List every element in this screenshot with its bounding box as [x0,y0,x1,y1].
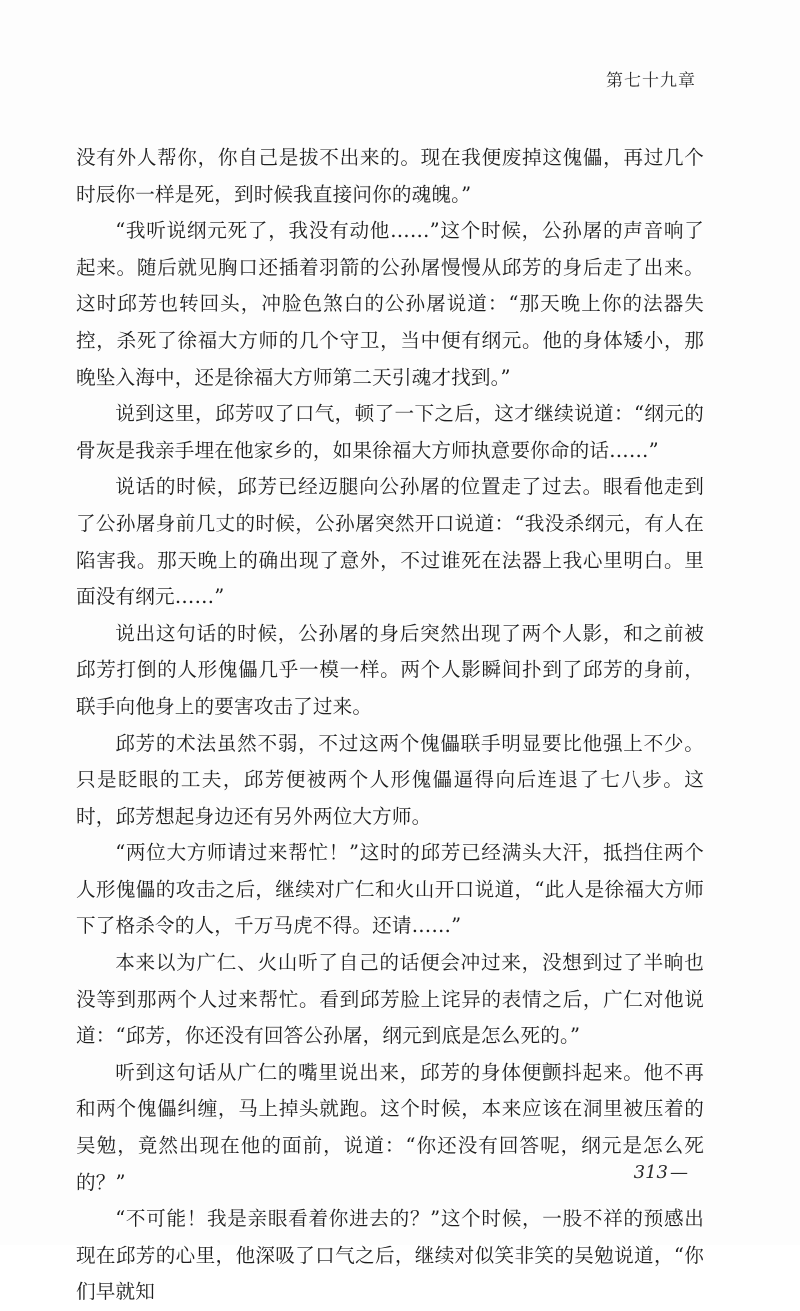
paragraph: “不可能！我是亲眼看着你进去的？”这个时候，一股不祥的预感出现在邱芳的心里，他深吸了口气之后，继续对似笑非笑的吴勉说道，“你们早就知 [76,1207,704,1304]
body-text [76,140,704,1311]
paragraph: 说到这里，邱芳叹了口气，顿了一下之后，这才继续说道：“纲元的骨灰是我亲手埋在他家乡的，如果徐福大方师执意要你命的话……” [76,402,704,462]
page-footer [634,1162,688,1183]
paragraph: “我听说纲元死了，我没有动他……”这个时候，公孙屠的声音响了起来。随后就见胸口还插着羽箭的公孙屠慢慢从邱芳的身后走了出来。这时邱芳也转回头，冲脸色煞白的公孙屠说道：“那天晚上你的法器失控，杀死了徐福大方师的几个守卫，当中便有纲元。他的身体矮小，那晚坠入海中，还是徐福大方师第二天引魂才找到。” [76,219,704,389]
chapter-heading: 第七十九章 [606,71,696,91]
paragraph: 说出这句话的时候，公孙屠的身后突然出现了两个人影，和之前被邱芳打倒的人形傀儡几乎一模一样。两个人影瞬间扑到了邱芳的身前，联手向他身上的要害攻击了过来。 [76,621,704,718]
paragraph: “两位大方师请过来帮忙！”这时的邱芳已经满头大汗，抵挡住两个人形傀儡的攻击之后，继续对广仁和火山开口说道，“此人是徐福大方师下了格杀令的人，千万马虎不得。还请……” [76,841,704,938]
paragraph: 说话的时候，邱芳已经迈腿向公孙屠的位置走了过去。眼看他走到了公孙屠身前几丈的时候，公孙屠突然开口说道：“我没杀纲元，有人在陷害我。那天晚上的确出现了意外，不过谁死在法器上我心里明白。里面没有纲元……” [76,475,704,609]
page-number: 313 [633,1162,668,1183]
paragraph: 听到这句话从广仁的嘴里说出来，邱芳的身体便颤抖起来。他不再和两个傀儡纠缠，马上掉头就跑。这个时候，本来应该在洞里被压着的吴勉，竟然出现在他的面前，说道：“你还没有回答呢，纲元是怎么死的？” [76,1060,704,1194]
page-number-dash: — [670,1162,688,1183]
paragraph: 没有外人帮你，你自己是拔不出来的。现在我便废掉这傀儡，再过几个时辰你一样是死，到时候我直接问你的魂魄。” [76,146,704,206]
paragraph: 本来以为广仁、火山听了自己的话便会冲过来，没想到过了半晌也没等到那两个人过来帮忙。看到邱芳脸上诧异的表情之后，广仁对他说道：“邱芳，你还没有回答公孙屠，纲元到底是怎么死的。” [76,951,704,1048]
paragraph: 邱芳的术法虽然不弱，不过这两个傀儡联手明显要比他强上不少。只是眨眼的工夫，邱芳便被两个人形傀儡逼得向后连退了七八步。这时，邱芳想起身边还有另外两位大方师。 [76,731,704,828]
